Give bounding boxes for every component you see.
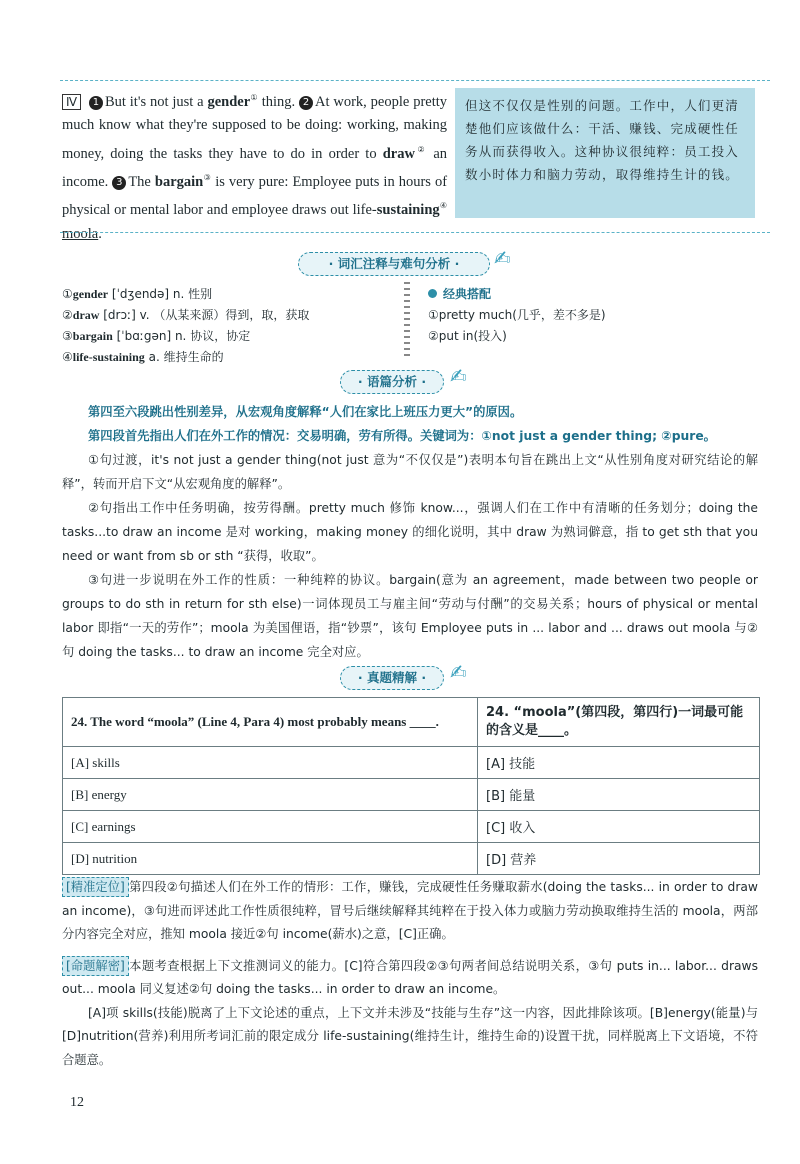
pen-icon: ✍ [450, 660, 467, 684]
exam-section-title: · 真题精解 · [340, 666, 444, 690]
option-c-cn: [C] 收入 [478, 811, 760, 843]
analysis-paragraph: ②句指出工作中任务明确，按劳得酬。pretty much 修饰 know...，强调人们在工作中有清晰的任务划分；doing the tasks...to draw an income 是对 working，making money 的细化说明，其中 draw 为熟词僻意，指 to get sth that you need or want from sb or sth “获得，收取”。 [62, 501, 758, 563]
option-c-en: [C] earnings [63, 811, 478, 843]
option-b-cn: [B] 能量 [478, 779, 760, 811]
analysis-summary: 第四至六段跳出性别差异，从宏观角度解释“人们在家比上班压力更大”的原因。 [88, 405, 523, 419]
vocab-item: ③bargain [ˈbɑːgən] n. 协议，协定 [62, 329, 251, 343]
keyword-bargain: bargain [154, 173, 204, 190]
explanation-decode: [命题解密] 本题考查根据上下文推测词义的能力。[C]符合第四段②③句两者间总结说明关系，③句 puts in... labor... draws out... moola 同义复述②句 doing the tasks... in order to draw an income。 [62, 955, 758, 1002]
sentence-number: 3 [112, 176, 126, 190]
top-divider [60, 80, 770, 81]
keyword-moola: moola [62, 225, 99, 242]
option-a-cn: [A] 技能 [478, 747, 760, 779]
option-d-en: [D] nutrition [63, 843, 478, 875]
collocation-box [428, 284, 606, 347]
keyword-gender: gender [207, 93, 251, 110]
translation-box: 但这不仅仅是性别的问题。工作中，人们更清楚他们应该做什么：干活、赚钱、完成硬性任务从而获得收入。这种协议很纯粹：员工投入数小时体力和脑力劳动，取得维持生计的钱。 [455, 88, 755, 218]
collocation-title: 经典搭配 [428, 284, 606, 305]
question-table [62, 697, 760, 875]
binding-spring [404, 282, 410, 360]
option-row [63, 811, 760, 843]
collocation-item: ①pretty much(几乎，差不多是) [428, 308, 606, 322]
discourse-analysis [62, 400, 758, 664]
sentence-number: 2 [299, 96, 313, 110]
collocation-item: ②put in(投入) [428, 329, 507, 343]
option-row [63, 779, 760, 811]
question-cn: 24. “moola”(第四段，第四行)一词最可能的含义是____。 [478, 698, 760, 747]
tag-decode: [命题解密] [62, 956, 129, 976]
vocab-section-title: · 词汇注释与难句分析 · [298, 252, 490, 276]
vocab-item: ①gender [ˈdʒendə] n. 性别 [62, 287, 213, 301]
option-row [63, 747, 760, 779]
reading-passage: Ⅳ 1 But it's not just a gender① thing. 2 At work, people pretty much know what they're supposed to be doing: working, making money, doing the tasks they have to do in order to draw② an income. 3 The bargain③ is very pure: Employee puts in hours of physical or mental labor and employee draws out life-sustaining④ moola. [62, 93, 448, 242]
pen-icon: ✍ [494, 246, 511, 270]
explanation-location: [精准定位] 第四段②句描述人们在外工作的情形：工作，赚钱，完成硬性任务赚取薪水(doing the tasks... in order to draw an income)，③句进而评述此工作性质很纯粹，冒号后继续解释其纯粹在于投入体力或脑力劳动换取维持生活的 moola，两部分内容完全对应，推知 moola 接近②句 income(薪水)之意，[C]正确。 [62, 876, 758, 947]
explanation-distractors: [A]项 skills(技能)脱离了上下文论述的重点，上下文并未涉及“技能与生存”这一内容，因此排除该项。[B]energy(能量)与[D]nutrition(营养)利用所考词汇前的限定成分 life-sustaining(维持生计，维持生命的)设置干扰，同样脱离上下文语境，不符合题意。 [62, 1005, 758, 1067]
option-a-en: [A] skills [63, 747, 478, 779]
vocab-item: ②draw [drɔː] v. （从某来源）得到，取，获取 [62, 308, 310, 322]
option-d-cn: [D] 营养 [478, 843, 760, 875]
question-row [63, 698, 760, 747]
page-number: 12 [70, 1095, 84, 1110]
keyword-sustaining: sustaining [376, 202, 440, 219]
vocab-list [62, 284, 309, 368]
option-row [63, 843, 760, 875]
pen-icon: ✍ [450, 364, 467, 388]
analysis-paragraph: ①句过渡，it's not just a gender thing(not just 意为“不仅仅是”)表明本句旨在跳出上文“从性别角度对研究结论的解释”，转而开启下文“从宏观角度的解释”。 [62, 453, 758, 491]
paragraph-number: Ⅳ [62, 94, 81, 110]
analysis-keywords: 第四段首先指出人们在外工作的情况：交易明确，劳有所得。关键词为：①not just a gender thing; ②pure。 [88, 429, 716, 443]
explanation [62, 876, 758, 1072]
vocab-item: ④life-sustaining a. 维持生命的 [62, 350, 224, 364]
sentence-number: 1 [89, 96, 103, 110]
bullet-icon [428, 289, 437, 298]
middle-divider [60, 232, 770, 233]
option-b-en: [B] energy [63, 779, 478, 811]
keyword-draw: draw [382, 145, 415, 162]
tag-location: [精准定位] [62, 877, 129, 897]
discourse-section-title: · 语篇分析 · [340, 370, 444, 394]
analysis-paragraph: ③句进一步说明在外工作的性质：一种纯粹的协议。bargain(意为 an agreement，made between two people or groups to do sth in return for sth else)一词体现员工与雇主间“劳动与付酬”的交易关系；hours of physical or mental labor 即指“一天的劳作”；moola 为美国俚语，指“钞票”，该句 Employee puts in ... labor and ... draws out moola 与②句 doing the tasks... to draw an income 完全对应。 [62, 573, 758, 659]
question-en: 24. The word “moola” (Line 4, Para 4) most probably means ____. [63, 698, 478, 747]
